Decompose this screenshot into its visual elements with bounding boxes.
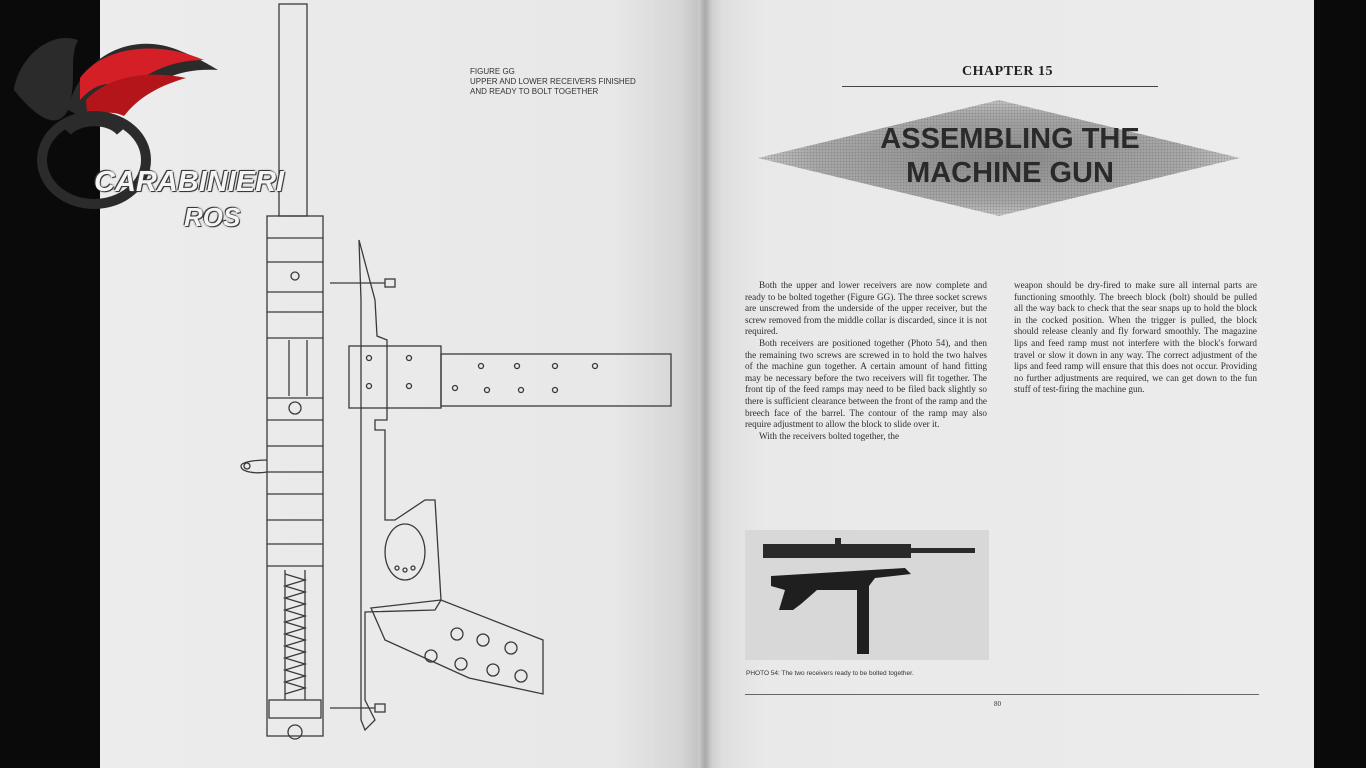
body-column-left: [745, 280, 987, 442]
paragraph: With the receivers bolted together, the: [759, 430, 900, 441]
figure-caption-line: FIGURE GG: [470, 67, 515, 76]
figure-caption: [470, 67, 700, 97]
paragraph: Both the upper and lower receivers are now complete and ready to be bolted together (Figure GG). The three socket screws are unscrewed from the underside of the upper receiver, but the screw removed from the middle collar is discarded, since it is not required.: [745, 280, 987, 337]
chapter-title-line: ASSEMBLING THE: [880, 123, 1140, 155]
figure-caption-line: UPPER AND LOWER RECEIVERS FINISHED: [470, 77, 636, 86]
logo-name: CARABINIERI: [94, 166, 285, 198]
chapter-title: [800, 122, 1220, 190]
photo-54: [745, 530, 989, 660]
logo-sub: ROS: [184, 202, 241, 232]
page-number: 80: [994, 700, 1001, 708]
right-black-border: [1314, 0, 1366, 768]
carabinieri-ros-logo: [8, 20, 285, 232]
photo-caption: PHOTO 54: The two receivers ready to be bolted together.: [746, 670, 914, 677]
paragraph: Both receivers are positioned together (Photo 54), and then the remaining two screws are screwed in to hold the two halves of the machine gun together. A certain amount of hand fitting may be necessary before the two receivers will fit together. The front tip of the feed ramps may need to be filed back slightly so there is sufficient clearance between the front of the ramp and the breech face of the barrel. The contour of the ramp may also require adjustment to allow the block to slide over it.: [745, 337, 987, 430]
footer-rule: [745, 694, 1259, 695]
receiver-technical-drawing: [225, 0, 685, 768]
paragraph: weapon should be dry-fired to make sure all internal parts are functioning smoothly. The breech block (bolt) should be pulled all the way back to check that the sear snaps up to hold the block in the cocked position. When the trigger is pulled, the block should release cleanly and fly forward smoothly. The magazine lips and feed ramp must not interfere with the block's forward travel or slow it down in any way. The correct adjustment of the lips and feed ramp will ensure that this does not occur. Providing no further adjustments are required, we can get down to the fun stuff of test-firing the machine gun.: [1014, 280, 1257, 395]
book-gutter: [698, 0, 712, 768]
chapter-title-line: MACHINE GUN: [906, 157, 1114, 189]
figure-caption-line: AND READY TO BOLT TOGETHER: [470, 87, 599, 96]
body-column-right: [1014, 280, 1257, 396]
chapter-rule: [842, 86, 1158, 87]
receivers-photo-image: [745, 530, 989, 660]
chapter-heading: CHAPTER 15: [962, 64, 1053, 79]
